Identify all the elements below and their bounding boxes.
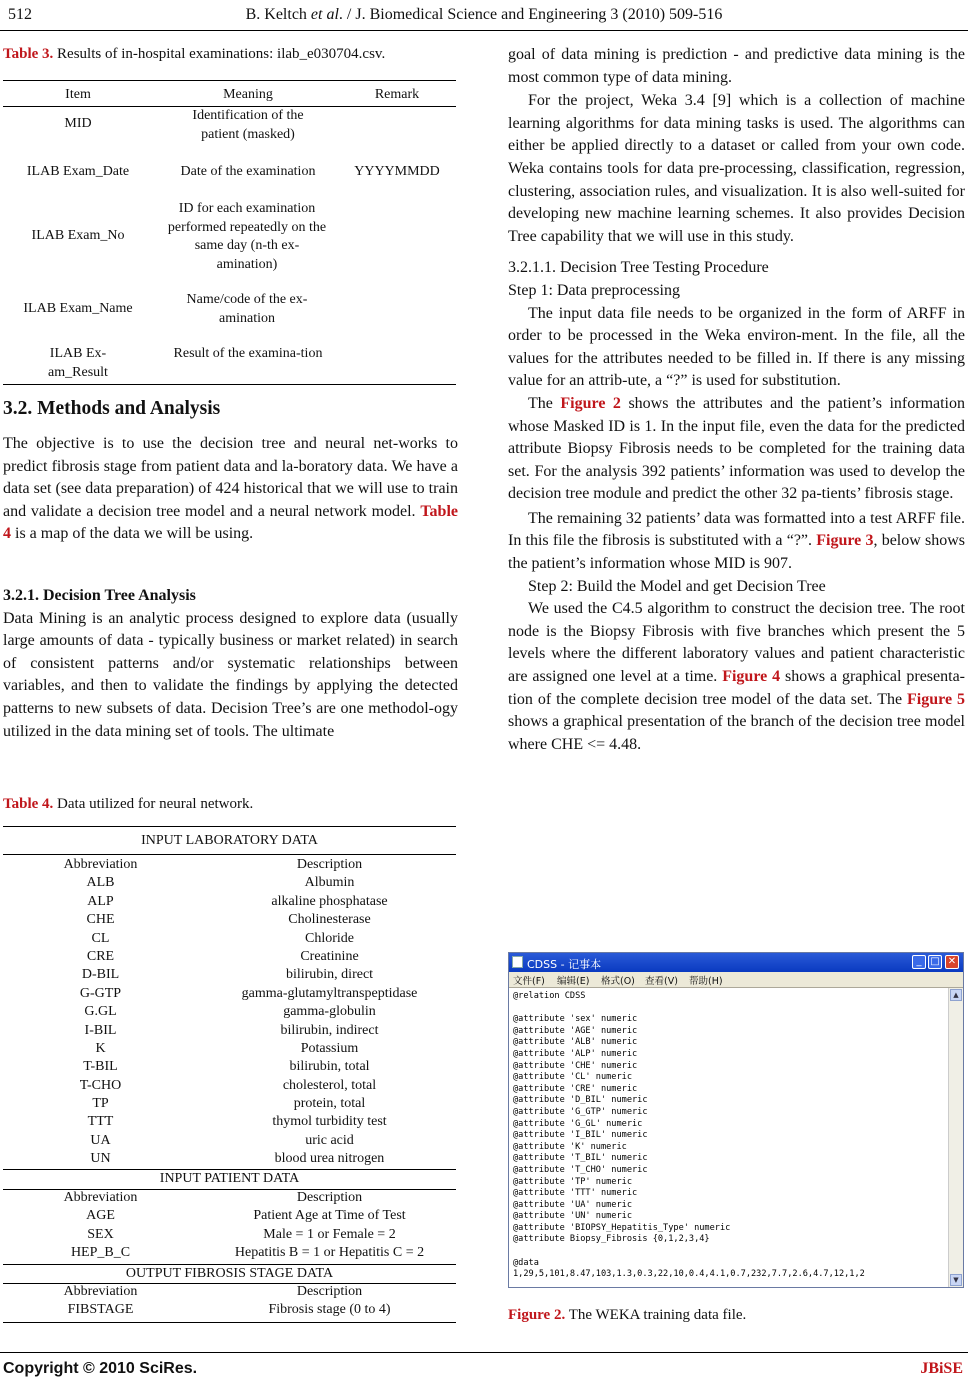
maximize-icon[interactable]: □ (928, 955, 942, 969)
section-3-2-1 (3, 585, 458, 743)
paragraph-text: goal of data mining is prediction - and predictive data mining is the most common type of data mining. (508, 46, 965, 86)
journal-abbreviation: JBiSE (920, 1360, 963, 1377)
table3-cell-meaning: Date of the examination (180, 164, 316, 179)
table4-top-rule (3, 826, 456, 827)
scroll-down-icon[interactable]: ▼ (950, 1274, 962, 1286)
figure2-caption-text: The WEKA training data file. (565, 1307, 747, 1323)
arff-line: @attribute 'G_GL' numeric (513, 1118, 643, 1129)
running-title-journal: . / J. Biomedical Science and Engineering 3 (2010) 509-516 (338, 6, 723, 23)
table4-cell-abbr: AGE (86, 1208, 115, 1224)
paragraph-text: shows the attributes and the patient’s information whose Masked ID is 1. In the input file, even the data for the predicted attribute Biopsy Fibrosis needs to be completed for the training data set. For the analysis 392 patients’ information was used to develop the decision tree module and predict the other 32 pa-tients’ fibrosis stage. (508, 394, 966, 503)
table4-section-title: INPUT PATIENT DATA (159, 1171, 300, 1186)
table4-header-desc: Description (296, 1190, 363, 1205)
table-row (3, 1095, 456, 1113)
running-title-authors: B. Keltch (245, 6, 311, 23)
table-row (3, 1022, 456, 1040)
paragraph-text (508, 598, 965, 756)
menu-view[interactable]: 查看(V) (645, 976, 678, 987)
table3-cell-item: ILAB Exam_Name (23, 301, 133, 316)
arff-line: @attribute 'CHE' numeric (513, 1060, 638, 1071)
figure2-caption (508, 1305, 965, 1325)
table3-cell-meaning: Identification of the patient (masked) (192, 108, 304, 142)
paragraph-text: shows a graphical presenta-tion of the complete decision tree model of the data set. The (508, 668, 965, 708)
table-row (3, 1132, 456, 1150)
table4-rule (3, 854, 456, 855)
paragraph-text: The (528, 394, 561, 412)
paragraph-text: is a map of the data we will be using. (11, 525, 254, 543)
table3-cell-item: ILAB Exam_Date (26, 164, 130, 179)
paragraph-text: The input data file needs to be organized in the form of ARFF in order to be processed in the Weka environ-ment. In the file, all the values for the attributes needed to be filled in. If there is any missing value for an attrib-ute, a “?” is used for substitution. (508, 304, 965, 390)
table3-header-remark: Remark (374, 87, 420, 102)
table4-header-abbr: Abbreviation (63, 857, 138, 872)
arff-line: @attribute 'D_BIL' numeric (513, 1095, 648, 1106)
section-heading: 3.2. Methods and Analysis (3, 398, 221, 419)
menu-edit[interactable]: 编辑(E) (557, 976, 590, 987)
table4-cell-abbr: I-BIL (84, 1022, 117, 1038)
table-row (3, 1301, 456, 1319)
table3-cell-remark: YYYYMMDD (354, 164, 440, 179)
table-row (3, 1040, 456, 1058)
paragraph-text: , below shows the patient’s information whose MID is 907. (508, 532, 966, 573)
arff-line: @attribute 'ALB' numeric (513, 1037, 638, 1048)
table-row (3, 1150, 456, 1168)
table4-cell-abbr: D-BIL (81, 967, 120, 983)
arff-line: @attribute 'TP' numeric (513, 1176, 632, 1187)
step-heading: Step 2: Build the Model and get Decision Tree (528, 577, 826, 595)
notepad-menubar (509, 972, 963, 988)
table4-section-title: OUTPUT FIBROSIS STAGE DATA (125, 1266, 334, 1281)
arff-line: @attribute 'AGE' numeric (513, 1025, 638, 1036)
arff-text (513, 991, 865, 1281)
table-row (3, 1244, 456, 1262)
right-column-text (508, 44, 965, 756)
figure2-caption-label: Figure 2. (508, 1307, 566, 1323)
table4-cell-desc: Potassium (300, 1040, 359, 1056)
arff-line: @attribute 'I_BIL' numeric (513, 1130, 648, 1141)
arff-line (513, 1246, 865, 1258)
table4-cell-abbr: ALP (87, 893, 114, 909)
table3-caption-text: Results of in-hospital examinations: ilab_e030704.csv. (53, 46, 386, 62)
table4-cell-desc: cholesterol, total (282, 1077, 377, 1093)
table3-cell-meaning: Name/code of the ex-amination (186, 292, 308, 326)
table4-cell-abbr: TP (92, 1096, 109, 1112)
table4-cell-desc: Creatinine (300, 948, 359, 964)
arff-line: @attribute 'sex' numeric (513, 1014, 638, 1025)
table3-cell-item: ILAB Ex-am_Result (48, 346, 108, 380)
arff-line: @attribute 'T_CHO' numeric (513, 1164, 648, 1175)
table3-cell-item: MID (64, 116, 92, 131)
running-header (0, 6, 968, 28)
running-title (0, 6, 968, 24)
table4-cell-desc: Cholinesterase (288, 912, 371, 928)
paragraph-text: For the project, Weka 3.4 [9] which is a collection of machine learning algorithms for data mining tasks is used. The algorithms can either be applied directly to a dataset or called from your own code. Weka contains tools for data pre-processing, classification, regression, clustering, association rules, and visualization. It is also well-suited for developing new machine learning schemes. It also provides Decision Tree capability that we will use in this study. (508, 92, 965, 245)
table3-caption-label: Table 3. (3, 46, 54, 62)
table-row (3, 1207, 456, 1225)
close-icon[interactable]: ✕ (945, 955, 959, 969)
table-row (3, 1283, 456, 1301)
table-row (3, 874, 456, 892)
table-row (3, 911, 456, 929)
table4-cell-abbr: T-BIL (83, 1059, 118, 1075)
subsubsection-heading: 3.2.1.1. Decision Tree Testing Procedure (508, 259, 769, 277)
table4-cell-abbr: ALB (86, 875, 115, 891)
table4-cell-desc: Hepatitis B = 1 or Hepatitis C = 2 (234, 1245, 425, 1261)
table4-header-desc: Description (296, 857, 363, 872)
table4-cell-desc: bilirubin, total (289, 1059, 370, 1075)
table-row (3, 893, 456, 911)
paragraph-text: shows a graphical presentation of the branch of the decision tree model where CHE <= 4.48. (508, 713, 965, 753)
table3-top-rule (3, 80, 456, 81)
paragraph-text: The remaining 32 patients’ data was formatted into a test ARFF file. In this file the fibrosis is substituted with a “?”. (508, 509, 965, 550)
notepad-app-icon (512, 956, 523, 968)
table-row (3, 966, 456, 984)
table-row (3, 1113, 456, 1131)
table4-section-title: INPUT LABORATORY DATA (141, 833, 318, 848)
table-row (3, 1058, 456, 1076)
page-footer (0, 1355, 968, 1385)
arff-line: @attribute 'UA' numeric (513, 1199, 632, 1210)
table4-cell-abbr: UN (90, 1151, 111, 1167)
notepad-text-area[interactable] (509, 988, 963, 1287)
table3-bottom-rule (3, 384, 456, 385)
table4-cell-desc: alkaline phosphatase (271, 893, 388, 909)
arff-line: @attribute Biopsy_Fibrosis {0,1,2,3,4} (513, 1234, 710, 1245)
table-row (3, 930, 456, 948)
notepad-title: CDSS - 记事本 (527, 958, 602, 971)
table4-cell-desc: Fibrosis stage (0 to 4) (268, 1302, 391, 1318)
table4-cell-desc: gamma-globulin (283, 1004, 376, 1020)
table-row (3, 1189, 456, 1207)
table4-cell-abbr: K (95, 1040, 106, 1056)
arff-line: @attribute 'CRE' numeric (513, 1083, 638, 1094)
menu-format[interactable]: 格式(O) (601, 976, 635, 987)
step-heading: Step 1: Data preprocessing (508, 281, 680, 299)
arff-line: @attribute 'BIOPSY_Hepatitis_Type' numeric (513, 1222, 731, 1233)
table4-cell-desc: Chloride (305, 930, 354, 946)
running-title-etal: et al (310, 6, 339, 23)
table4-cell-desc: protein, total (293, 1096, 366, 1112)
arff-line: @attribute 'UN' numeric (513, 1211, 632, 1222)
table4-cell-abbr: CRE (86, 948, 115, 964)
table4-cell-desc: gamma-glutamyltranspeptidase (241, 985, 418, 1001)
vertical-scrollbar[interactable] (948, 988, 963, 1287)
header-rule (0, 30, 968, 31)
table4-cell-desc: Albumin (304, 875, 355, 891)
table4-header-abbr: Abbreviation (63, 1284, 138, 1299)
table4-cell-desc: blood urea nitrogen (274, 1151, 385, 1167)
table3-caption (3, 44, 458, 64)
arff-line: @attribute 'K' numeric (513, 1141, 627, 1152)
menu-help[interactable]: 帮助(H) (689, 976, 723, 987)
table4-bottom-rule (3, 1322, 456, 1323)
table4-caption-text: Data utilized for neural network. (53, 796, 254, 812)
table4-cell-desc: bilirubin, indirect (280, 1022, 379, 1038)
table3-cell-meaning: ID for each examination performed repeatedly on the same day (n-th ex-amination) (167, 201, 327, 272)
table4-section-patient (3, 1170, 456, 1188)
table3-header-meaning: Meaning (223, 87, 273, 102)
table4-cell-desc: uric acid (305, 1132, 354, 1148)
figure3-reference-link[interactable]: Figure 3 (816, 532, 874, 550)
section-3-2-paragraph (3, 433, 458, 546)
table-row (3, 1077, 456, 1095)
table4-cell-abbr: T-CHO (79, 1077, 122, 1093)
table4-output-rows (3, 1283, 456, 1320)
notepad-titlebar[interactable] (509, 953, 963, 972)
table4-cell-desc: thymol turbidity test (272, 1114, 387, 1130)
figure5-reference-link[interactable]: Figure 5 (907, 690, 965, 708)
arff-line: @attribute 'TTT' numeric (513, 1188, 638, 1199)
table4-reference-link[interactable]: Table 4 (3, 502, 458, 543)
subsection-heading: 3.2.1. Decision Tree Analysis (3, 587, 196, 604)
table3-cell-item: ILAB Exam_No (31, 228, 125, 243)
paragraph-text: Data Mining is an analytic process designed to explore data (usually large amounts of data - typically business or market related) in search of consistent patterns and/or systematic relationships between variables, and then to validate the findings by applying the detected patterns to new subsets of data. Decision Tree’s are one methodol-ogy utilized in the data mining set of tools. The ultimate (3, 609, 458, 740)
table-row (3, 1003, 456, 1021)
footer-rule (0, 1352, 968, 1353)
notepad-window (508, 952, 964, 1288)
figure2-reference-link[interactable]: Figure 2 (560, 394, 621, 412)
arff-line: @attribute 'CL' numeric (513, 1072, 632, 1083)
minimize-icon[interactable]: _ (912, 955, 926, 969)
section-3-2 (3, 398, 458, 421)
table4-cell-abbr: SEX (87, 1226, 114, 1242)
table-row (3, 948, 456, 966)
table-row (3, 985, 456, 1003)
arff-line: @attribute 'G_GTP' numeric (513, 1106, 648, 1117)
table4-cell-abbr: CL (91, 930, 110, 946)
table4-cell-abbr: HEP_B_C (70, 1245, 131, 1261)
table4-cell-abbr: G.GL (84, 1004, 117, 1020)
table4-caption-label: Table 4. (3, 796, 54, 812)
table-row (3, 1226, 456, 1244)
arff-line: @relation CDSS (513, 991, 586, 1001)
arff-line: 1,29,5,101,8.47,103,1.3,0.3,22,10,0.4,4.1,0.7,232,7.7,2.6,4.7,12,1,2 (513, 1269, 865, 1280)
table4-section-lab (3, 832, 456, 850)
page-number: 512 (8, 6, 32, 23)
paragraph-text (508, 508, 965, 576)
table4-cell-abbr: TTT (87, 1114, 114, 1130)
table4-cell-abbr: FIBSTAGE (67, 1302, 134, 1318)
table4-header-abbr: Abbreviation (63, 1190, 138, 1205)
paragraph-text (508, 393, 965, 506)
copyright-notice: Copyright © 2010 SciRes. (3, 1360, 198, 1377)
arff-line: @attribute 'T_BIL' numeric (513, 1153, 648, 1164)
table4-header-desc: Description (296, 1284, 363, 1299)
table4-cell-abbr: UA (90, 1132, 111, 1148)
table4-cell-abbr: G-GTP (79, 985, 122, 1001)
table3-cell-meaning: Result of the examina-tion (173, 346, 323, 361)
table4-cell-desc: bilirubin, direct (285, 967, 374, 983)
table4-lab-rows (3, 856, 456, 1169)
table4-cell-desc: Male = 1 or Female = 2 (263, 1226, 396, 1242)
table4-section-output (3, 1265, 456, 1283)
table4-cell-desc: Patient Age at Time of Test (253, 1208, 406, 1224)
table4-cell-abbr: CHE (86, 912, 115, 928)
table3-header-item: Item (65, 87, 91, 102)
arff-line: @attribute 'ALP' numeric (513, 1048, 638, 1059)
paragraph-text: The objective is to use the decision tree and neural net-works to predict fibrosis stage from patient data and la-boratory data. We have a data set (see data preparation) of 424 historical that we will use to train and validate a decision tree model and a neural network model. (3, 435, 458, 520)
menu-file[interactable]: 文件(F) (513, 976, 545, 987)
arff-line: @data (513, 1257, 539, 1268)
table4-caption (3, 794, 458, 814)
table4-patient-rows (3, 1189, 456, 1263)
arff-line (513, 1003, 865, 1015)
figure4-reference-link[interactable]: Figure 4 (722, 668, 781, 686)
paragraph-text: We used the C4.5 algorithm to construct the decision tree. The root node is the Biopsy Fibrosis with five branches which present the 5 levels where the different laboratory values and patient characteristic are assigned one level at a time. (508, 600, 965, 686)
scroll-up-icon[interactable]: ▲ (950, 989, 962, 1001)
table-row (3, 856, 456, 874)
